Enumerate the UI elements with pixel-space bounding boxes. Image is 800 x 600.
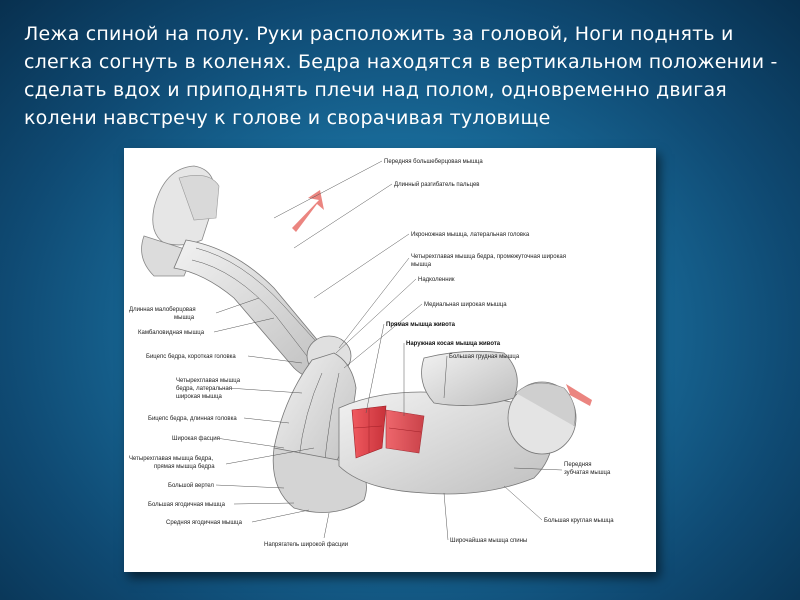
label-soleus: Камбаловидная мышца xyxy=(138,330,205,336)
label-gastrocnemius-lateral: Икроножная мышца, латеральная головка xyxy=(411,232,530,238)
label-biceps-femoris-short: Бицепс бедра, короткая головка xyxy=(146,354,236,360)
label-extensor-digitorum: Длинный разгибатель пальцев xyxy=(394,182,480,188)
label-external-oblique: Наружная косая мышца живота xyxy=(406,341,501,347)
label-fascia-lata: Широкая фасция xyxy=(172,436,220,442)
anatomy-drawing xyxy=(124,148,656,572)
label-peroneus-longus: Длинная малоберцовая xyxy=(129,307,196,313)
label-pectoralis-major: Большая грудная мышца xyxy=(449,354,520,360)
label-serratus-anterior: Передняя xyxy=(564,462,592,468)
label-biceps-femoris-long: Бицепс бедра, длинная головка xyxy=(148,416,237,422)
label-rectus-abdominis: Прямая мышца живота xyxy=(386,322,455,328)
label-vastus-medialis: Медиальная широкая мышца xyxy=(424,302,507,308)
label-vastus-lateralis: Четырехглавая мышца xyxy=(176,378,241,384)
label-rectus-femoris: Четырехглавая мышца бедра, xyxy=(129,456,214,462)
label-greater-trochanter: Большой вертел xyxy=(168,483,214,489)
label-tibialis-anterior: Передняя большеберцовая мышца xyxy=(384,159,483,165)
slide-description: Лежа спиной на полу. Руки расположить за головой, Ноги поднять и слегка согнуть в коленях. Бедра находятся в вертикальном положении - сделать вдох и приподнять плечи над полом, одновременно двигая колени навстречу к голове и сворачивая туловище xyxy=(24,23,778,129)
label-tensor-fasciae-latae: Напрягатель широкой фасции xyxy=(264,542,349,548)
anatomy-illustration xyxy=(124,148,656,572)
label-rectus-femoris-2: прямая мышца бедра xyxy=(154,464,215,470)
label-serratus-anterior-2: зубчатая мышца xyxy=(564,470,611,476)
label-vastus-intermedius: Четырехглавая мышца бедра, промежуточная широкая xyxy=(411,254,566,260)
label-vastus-lateralis-2: бедра, латеральная xyxy=(176,386,233,392)
label-latissimus-dorsi: Широчайшая мышца спины xyxy=(450,538,528,544)
label-gluteus-medius: Средняя ягодичная мышца xyxy=(166,520,242,526)
label-gluteus-maximus: Большая ягодичная мышца xyxy=(148,502,225,508)
label-patella: Надколенник xyxy=(418,277,455,283)
label-vastus-lateralis-3: широкая мышца xyxy=(176,394,222,400)
arrow-up-left xyxy=(292,190,324,232)
label-teres-major: Большая круглая мышца xyxy=(544,518,614,524)
label-peroneus-longus-2: мышца xyxy=(174,315,195,321)
label-vastus-intermedius-2: мышца xyxy=(411,262,432,268)
